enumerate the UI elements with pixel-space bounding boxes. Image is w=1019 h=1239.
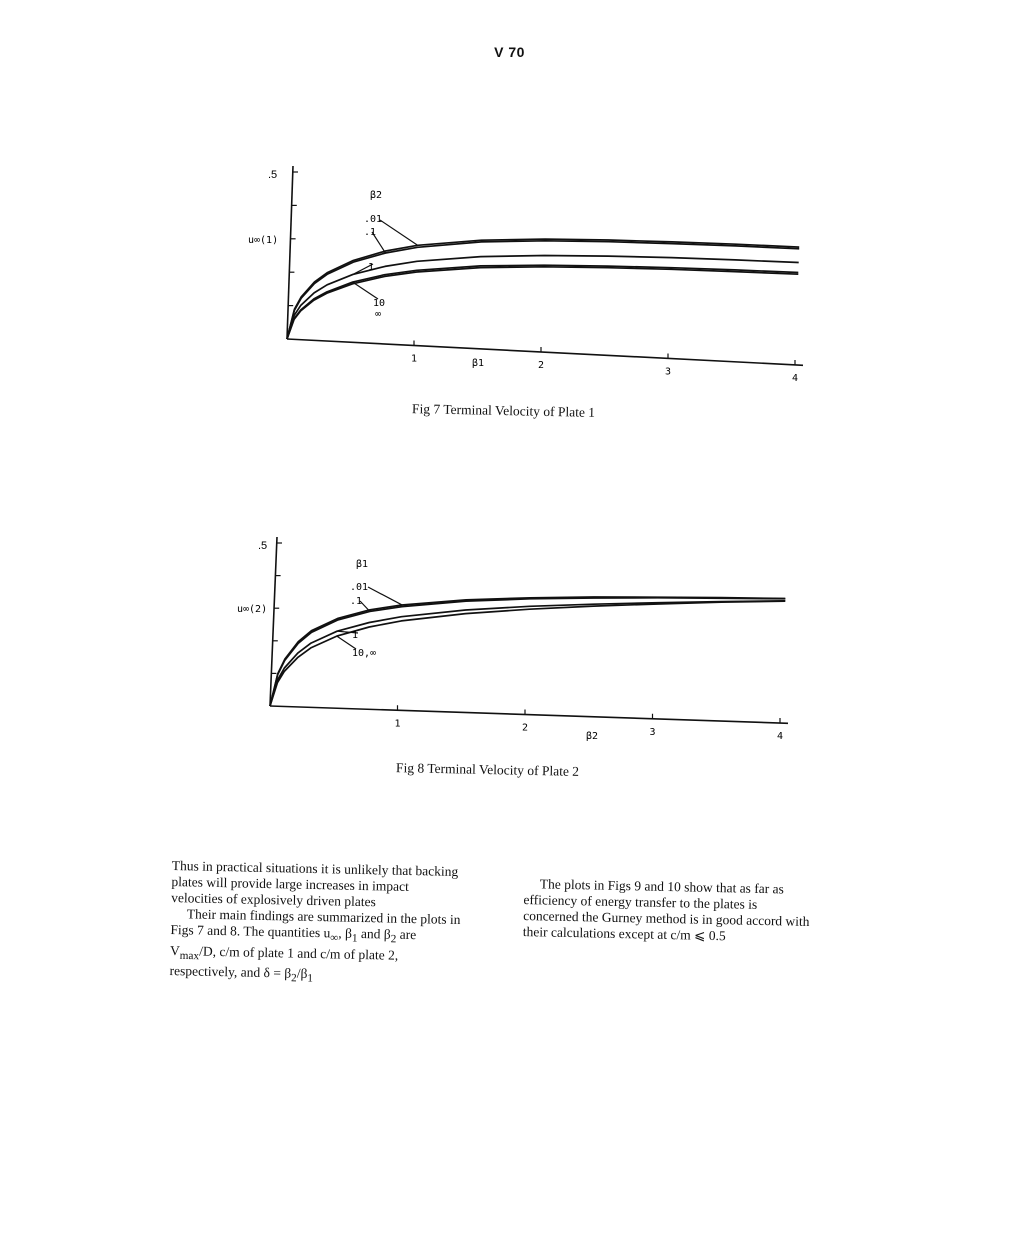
fig7-label-01: .1 [364, 227, 377, 238]
right-paragraph-1: The plots in Figs 9 and 10 show that as far as efficiency of energy transfer to the plates is concerned the Gurney method is in good accord with their calculations except at c/m ⩽ 0.5 [522, 876, 810, 944]
x-tick-label: 1 [394, 718, 401, 730]
x-tick-label: 4 [777, 731, 784, 742]
fig8-y-tick-top: .5 [258, 540, 268, 552]
fig8-legend-symbol: β1 [356, 559, 369, 570]
x-tick-label: 3 [665, 366, 672, 378]
series-line-1 [270, 597, 785, 706]
x-tick-label: 2 [522, 722, 529, 734]
fig8-axes [270, 537, 788, 723]
x-tick-label: 3 [649, 726, 656, 738]
left-paragraph-2: Their main findings are summarized in the plots in Figs 7 and 8. The quantities $u_\infty$, $\beta_1$ and $\beta_2$ are $V_{max}/D$, c/m of plate 1 and c/m of plate 2, respectively, and $\delta = \beta_2/\beta_1$ [169, 906, 461, 986]
y-axis [287, 166, 293, 339]
fig8-label-10inf: 10,∞ [352, 648, 377, 659]
fig7-label-1: 1 [368, 262, 375, 273]
figure-7-caption: Fig 7 Terminal Velocity of Plate 1 [411, 401, 596, 420]
series-line-2 [270, 598, 785, 706]
x-tick-label: 1 [411, 353, 418, 365]
fig7-legend-symbol: β2 [370, 190, 383, 201]
fig7-label-inf: ∞ [375, 309, 382, 320]
fig7-xlabel: β1 [472, 358, 485, 369]
fig7-label-10: 10 [373, 298, 386, 309]
x-axis [287, 339, 803, 365]
label-leader [353, 282, 378, 299]
series-line-4 [287, 265, 798, 339]
fig8-curves [270, 587, 785, 706]
figure-8-plot [0, 535, 1019, 765]
fig8-xlabel: β2 [586, 731, 599, 742]
figure-7-plot [0, 160, 1019, 560]
left-paragraph-1: Thus in practical situations it is unlikely that backing plates will provide large increases in impact velocities of explosively driven plates [171, 858, 459, 910]
series-line-5 [287, 267, 798, 339]
x-tick-label: 2 [538, 360, 545, 371]
fig8-label-001: .01 [350, 582, 369, 593]
label-leader [368, 587, 402, 605]
left-text-column [169, 858, 462, 990]
fig7-y-tick-top: .5 [268, 169, 278, 181]
fig7-x-tick-labels [411, 354, 798, 385]
figure-8-caption: Fig 8 Terminal Velocity of Plate 2 [395, 760, 580, 779]
x-axis [270, 706, 788, 723]
series-line-3 [287, 256, 799, 340]
page-number: V 70 [494, 44, 525, 60]
x-tick-label: 4 [792, 373, 799, 384]
fig8-label-1: 1 [352, 630, 359, 641]
fig8-label-01: .1 [350, 596, 363, 607]
fig7-label-001: .01 [364, 214, 383, 225]
fig7-ylabel: u∞(1) [248, 235, 279, 246]
right-text-column [523, 876, 816, 946]
label-leader [380, 220, 418, 245]
fig8-ylabel: u∞(2) [237, 604, 268, 615]
